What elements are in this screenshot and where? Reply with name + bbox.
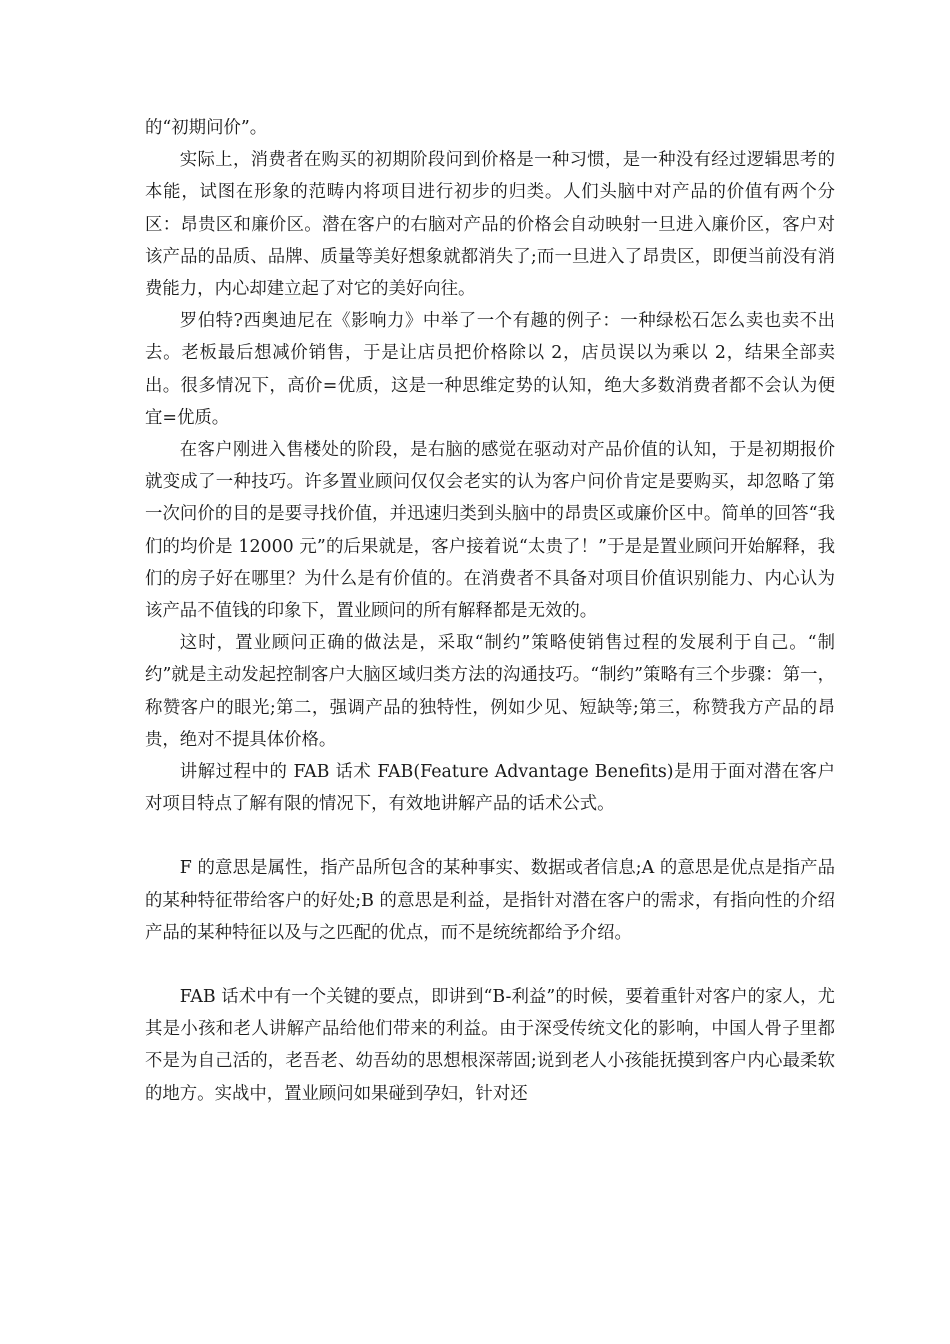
document-body: [145, 112, 835, 1110]
paragraph-influence-example: 罗伯特?西奥迪尼在《影响力》中举了一个有趣的例子：一种绿松石怎么卖也卖不出去。老板最后想减价销售，于是让店员把价格除以 2，店员误以为乘以 2，结果全部卖出。很多情况下，高价=优质，这是一种思维定势的认知，绝大多数消费者都不会认为便宜=优质。: [145, 311, 835, 428]
paragraph-initial-price-fragment: 的“初期问价”。: [145, 118, 268, 138]
paragraph-fab-key-point: FAB 话术中有一个关键的要点，即讲到“B-利益”的时候，要着重针对客户的家人，尤其是小孩和老人讲解产品给他们带来的利益。由于深受传统文化的影响，中国人骨子里都不是为自己活的，老吾老、幼吾幼的思想根深蒂固;说到老人小孩能抚摸到客户内心最柔软的地方。实战中，置业顾问如果碰到孕妇，针对还: [145, 987, 835, 1104]
paragraph-fab-definition: F 的意思是属性，指产品所包含的某种事实、数据或者信息;A 的意思是优点是指产品的某种特征带给客户的好处;B 的意思是利益，是指针对潜在客户的需求，有指向性的介绍产品的某种特征以及与之匹配的优点，而不是统统都给予介绍。: [145, 858, 835, 943]
paragraph-constraint-strategy: 这时，置业顾问正确的做法是，采取“制约”策略使销售过程的发展利于自己。“制约”就是主动发起控制客户大脑区域归类方法的沟通技巧。“制约”策略有三个步骤：第一，称赞客户的眼光;第二，强调产品的独特性，例如少见、短缺等;第三，称赞我方产品的昂贵，绝对不提具体价格。: [145, 633, 835, 750]
paragraph-price-habit: 实际上，消费者在购买的初期阶段问到价格是一种习惯，是一种没有经过逻辑思考的本能，试图在形象的范畴内将项目进行初步的归类。人们头脑中对产品的价值有两个分区：昂贵区和廉价区。潜在客户的右脑对产品的价格会自动映射一旦进入廉价区，客户对该产品的品质、品牌、质量等美好想象就都消失了;而一旦进入了昂贵区，即便当前没有消费能力，内心却建立起了对它的美好向往。: [145, 150, 835, 300]
paragraph-initial-quote-skill: 在客户刚进入售楼处的阶段，是右脑的感觉在驱动对产品价值的认知，于是初期报价就变成了一种技巧。许多置业顾问仅仅会老实的认为客户问价肯定是要购买，却忽略了第一次问价的目的是要寻找价值，并迅速归类到头脑中的昂贵区或廉价区中。简单的回答“我们的均价是 12000 元”的后果就是，客户接着说“太贵了！”于是是置业顾问开始解释，我们的房子好在哪里？为什么是有价值的。在消费者不具备对项目价值识别能力、内心认为该产品不值钱的印象下，置业顾问的所有解释都是无效的。: [145, 440, 835, 622]
paragraph-fab-intro: 讲解过程中的 FAB 话术 FAB(Feature Advantage Benefits)是用于面对潜在客户对项目特点了解有限的情况下，有效地讲解产品的话术公式。: [145, 762, 835, 815]
